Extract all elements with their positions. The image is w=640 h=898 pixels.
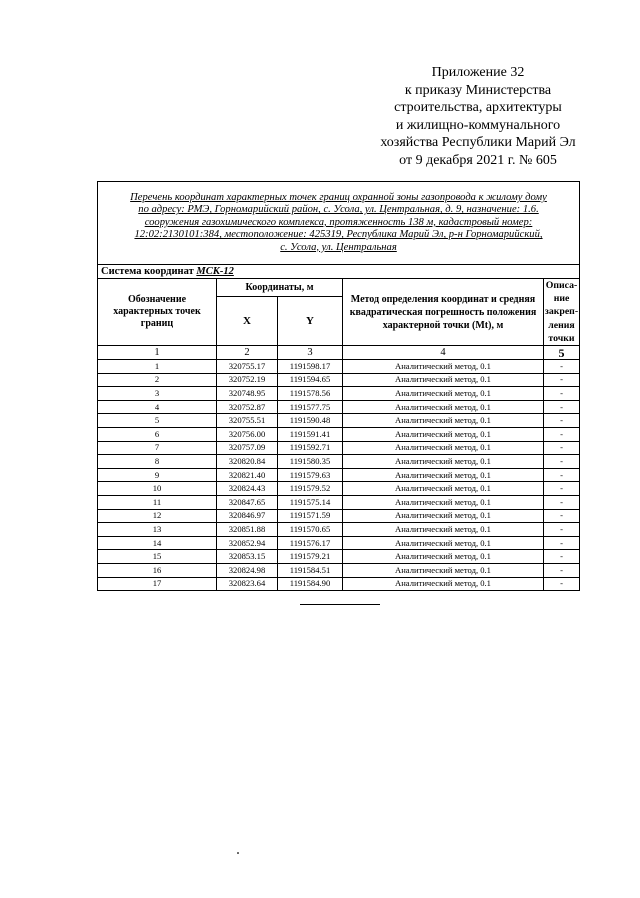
table-cell-desc: - xyxy=(544,360,580,374)
table-row xyxy=(98,509,580,523)
table-cell-x: 320755.51 xyxy=(217,414,278,428)
table-cell-method: Аналитический метод, 0.1 xyxy=(343,441,544,455)
table-cell-n: 12 xyxy=(98,509,217,523)
table-cell-desc: - xyxy=(544,577,580,591)
table-cell-n: 17 xyxy=(98,577,217,591)
table-cell-y: 1191578.56 xyxy=(278,387,343,401)
table-cell-desc: - xyxy=(544,482,580,496)
table-cell-y: 1191592.71 xyxy=(278,441,343,455)
table-cell-y: 1191598.17 xyxy=(278,360,343,374)
header-point: Обозначение характерных точек границ xyxy=(98,279,217,346)
table-row xyxy=(98,523,580,537)
table-cell-desc: - xyxy=(544,387,580,401)
table-cell-desc: - xyxy=(544,468,580,482)
table-cell-n: 11 xyxy=(98,495,217,509)
table-cell-x: 320847.65 xyxy=(217,495,278,509)
footer-divider xyxy=(300,604,380,605)
table-cell-y: 1191579.52 xyxy=(278,482,343,496)
table-cell-y: 1191584.90 xyxy=(278,577,343,591)
coord-system xyxy=(98,265,580,279)
header-method: Метод определения координат и средняя квадратическая погрешность положения характерной точки (Мt), м xyxy=(343,279,544,346)
header-x: X xyxy=(217,297,278,346)
table-cell-method: Аналитический метод, 0.1 xyxy=(343,536,544,550)
table-cell-x: 320748.95 xyxy=(217,387,278,401)
table-cell-method: Аналитический метод, 0.1 xyxy=(343,523,544,537)
table-cell-x: 320824.43 xyxy=(217,482,278,496)
table-cell-n: 13 xyxy=(98,523,217,537)
table-cell-desc: - xyxy=(544,400,580,414)
table-cell-x: 320852.94 xyxy=(217,536,278,550)
table-cell-desc: - xyxy=(544,455,580,469)
table-row xyxy=(98,414,580,428)
appendix-line: от 9 декабря 2021 г. № 605 xyxy=(399,152,557,168)
table-cell-y: 1191584.51 xyxy=(278,563,343,577)
table-cell-n: 10 xyxy=(98,482,217,496)
coord-system-value: МСК-12 xyxy=(196,265,234,277)
table-cell-method: Аналитический метод, 0.1 xyxy=(343,577,544,591)
table-cell-method: Аналитический метод, 0.1 xyxy=(343,563,544,577)
table-cell-x: 320853.15 xyxy=(217,550,278,564)
table-cell-x: 320846.97 xyxy=(217,509,278,523)
table-cell-x: 320756.00 xyxy=(217,427,278,441)
table-cell-n: 16 xyxy=(98,563,217,577)
table-cell-y: 1191576.17 xyxy=(278,536,343,550)
table-row xyxy=(98,536,580,550)
table-cell-x: 320823.64 xyxy=(217,577,278,591)
table-cell-y: 1191577.75 xyxy=(278,400,343,414)
appendix-line: и жилищно-коммунального xyxy=(395,117,561,133)
title-row xyxy=(98,182,580,265)
table-cell-n: 5 xyxy=(98,414,217,428)
table-cell-y: 1191579.63 xyxy=(278,468,343,482)
table-cell-y: 1191571.59 xyxy=(278,509,343,523)
table-cell-method: Аналитический метод, 0.1 xyxy=(343,400,544,414)
table-row xyxy=(98,577,580,591)
table-row xyxy=(98,550,580,564)
table-row xyxy=(98,360,580,374)
table-cell-n: 6 xyxy=(98,427,217,441)
column-number: 3 xyxy=(278,346,343,360)
scan-speck xyxy=(237,852,239,854)
appendix-header xyxy=(330,64,626,170)
table-cell-desc: - xyxy=(544,523,580,537)
column-number-row xyxy=(98,346,580,360)
table-cell-y: 1191591.41 xyxy=(278,427,343,441)
table-row xyxy=(98,482,580,496)
table-cell-x: 320757.09 xyxy=(217,441,278,455)
table-cell-x: 320821.40 xyxy=(217,468,278,482)
header-description: Описа-ние закреп-ления точки xyxy=(544,280,579,344)
table-cell-method: Аналитический метод, 0.1 xyxy=(343,482,544,496)
table-cell-desc: - xyxy=(544,563,580,577)
table-cell-y: 1191575.14 xyxy=(278,495,343,509)
table-cell-desc: - xyxy=(544,536,580,550)
table-cell-x: 320851.88 xyxy=(217,523,278,537)
table-cell-desc: - xyxy=(544,441,580,455)
header-coords: Координаты, м xyxy=(217,279,343,297)
table-cell-n: 2 xyxy=(98,373,217,387)
table-cell-x: 320824.98 xyxy=(217,563,278,577)
table-cell-desc: - xyxy=(544,427,580,441)
table-title-line: с. Усола, ул. Центральная xyxy=(280,241,397,253)
table-cell-y: 1191594.65 xyxy=(278,373,343,387)
table-cell-method: Аналитический метод, 0.1 xyxy=(343,360,544,374)
column-number: 5 xyxy=(544,346,580,360)
appendix-line: строительства, архитектуры xyxy=(394,100,562,116)
table-cell-desc: - xyxy=(544,509,580,523)
header-y: Y xyxy=(278,297,343,346)
table-cell-n: 14 xyxy=(98,536,217,550)
table-cell-y: 1191580.35 xyxy=(278,455,343,469)
appendix-line: хозяйства Республики Марий Эл xyxy=(380,135,576,151)
table-cell-y: 1191570.65 xyxy=(278,523,343,537)
table-row xyxy=(98,563,580,577)
coord-system-row xyxy=(98,265,580,279)
table-cell-x: 320752.19 xyxy=(217,373,278,387)
table-row xyxy=(98,468,580,482)
coord-system-label: Система координат xyxy=(101,265,197,277)
column-number: 2 xyxy=(217,346,278,360)
table-cell-n: 4 xyxy=(98,400,217,414)
table-row xyxy=(98,455,580,469)
table-cell-n: 7 xyxy=(98,441,217,455)
table-cell-n: 9 xyxy=(98,468,217,482)
table-row xyxy=(98,495,580,509)
table-cell-n: 3 xyxy=(98,387,217,401)
coordinates-table xyxy=(97,181,580,591)
table-cell-method: Аналитический метод, 0.1 xyxy=(343,414,544,428)
table-cell-y: 1191590.48 xyxy=(278,414,343,428)
table-cell-desc: - xyxy=(544,550,580,564)
table-row xyxy=(98,387,580,401)
appendix-line: Приложение 32 xyxy=(431,65,525,80)
table-cell-x: 320820.84 xyxy=(217,455,278,469)
table-cell-desc: - xyxy=(544,373,580,387)
table-title-line: сооружения газохимического комплекса, протяженность 138 м, кадастровый номер: xyxy=(144,216,533,228)
table-title-line: 12:02:2130101:384, местоположение: 425319, Республика Марий Эл, р-н Горномарийский, xyxy=(134,229,543,241)
table-row xyxy=(98,427,580,441)
column-number: 1 xyxy=(98,346,217,360)
table-cell-method: Аналитический метод, 0.1 xyxy=(343,455,544,469)
table-cell-desc: - xyxy=(544,414,580,428)
table-cell-x: 320752.87 xyxy=(217,400,278,414)
table-cell-desc: - xyxy=(544,495,580,509)
table-cell-method: Аналитический метод, 0.1 xyxy=(343,495,544,509)
table-cell-method: Аналитический метод, 0.1 xyxy=(343,427,544,441)
column-number: 4 xyxy=(343,346,544,360)
table-cell-method: Аналитический метод, 0.1 xyxy=(343,468,544,482)
table-title-line: по адресу: РМЭ, Горномарийский район, с. Усола, ул. Центральная, д. 9, назначение: 1.6. xyxy=(138,204,539,216)
table-cell-n: 8 xyxy=(98,455,217,469)
table-row xyxy=(98,441,580,455)
table-cell-method: Аналитический метод, 0.1 xyxy=(343,373,544,387)
table-title-line: Перечень координат характерных точек границ охранной зоны газопровода к жилому дому xyxy=(130,191,547,203)
appendix-line: к приказу Министерства xyxy=(404,82,552,98)
table-cell-n: 1 xyxy=(98,360,217,374)
table-title xyxy=(98,182,580,265)
table-cell-method: Аналитический метод, 0.1 xyxy=(343,509,544,523)
table-cell-x: 320755.17 xyxy=(217,360,278,374)
table-cell-method: Аналитический метод, 0.1 xyxy=(343,550,544,564)
table-cell-method: Аналитический метод, 0.1 xyxy=(343,387,544,401)
table-row xyxy=(98,373,580,387)
table-cell-y: 1191579.21 xyxy=(278,550,343,564)
table-row xyxy=(98,400,580,414)
table-cell-n: 15 xyxy=(98,550,217,564)
header-row xyxy=(98,279,580,297)
